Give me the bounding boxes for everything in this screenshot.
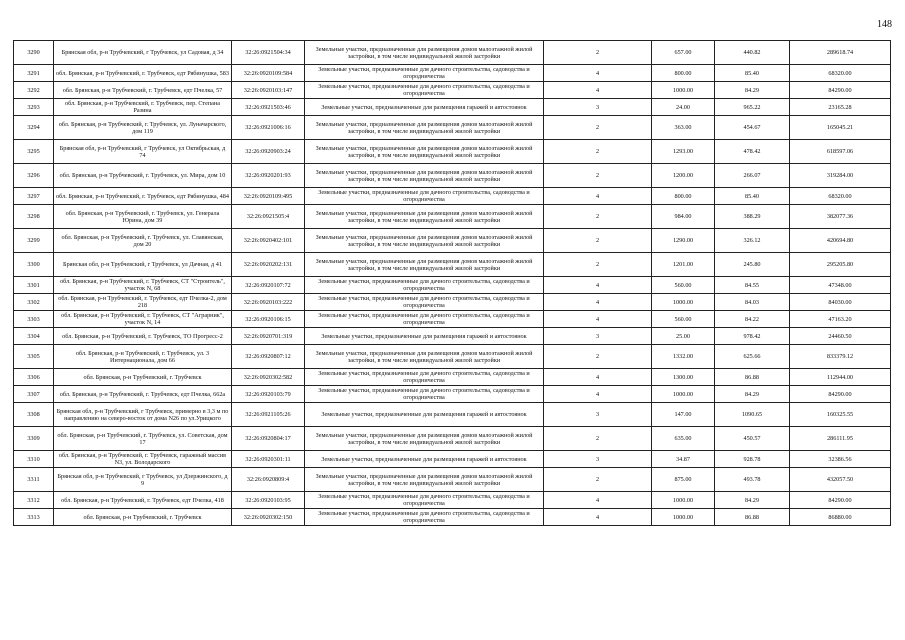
area-cell: 1000.00: [652, 509, 715, 526]
address-cell: обл. Брянская, р-н Трубчевский, г. Трубчевск, СТ "Строитель", участок N, 68: [54, 277, 232, 294]
table-row: [14, 345, 891, 369]
table-row: [14, 403, 891, 427]
land-use-cell: Земельные участки, предназначенные для размещения домов малоэтажной жилой застройки, в том числе индивидуальной жилой застройки: [305, 229, 544, 253]
area-cell: 1200.00: [652, 164, 715, 188]
address-cell: обл. Брянская, р-н Трубчевский, г. Трубчевск, ул. Мира, дом 10: [54, 164, 232, 188]
address-cell: обл. Брянская, р-н Трубчевский, г. Трубчевск, гаражный массив N3, ул. Володарского: [54, 451, 232, 468]
specific-value-cell: 86.88: [715, 509, 790, 526]
group-cell: 4: [544, 311, 652, 328]
table-row: [14, 294, 891, 311]
cadastral-value-cell: 68320.00: [790, 188, 891, 205]
area-cell: 1290.00: [652, 229, 715, 253]
cadastral-value-cell: 319284.00: [790, 164, 891, 188]
table-row: [14, 41, 891, 65]
specific-value-cell: 928.78: [715, 451, 790, 468]
land-use-cell: Земельные участки, предназначенные для дачного строительства, садоводства и огородничества: [305, 294, 544, 311]
row-number: 3294: [14, 116, 54, 140]
row-number: 3292: [14, 82, 54, 99]
area-cell: 800.00: [652, 188, 715, 205]
address-cell: обл. Брянская, р-н Трубчевский, г. Трубчевск, ул. Генерала Юрина, дом 39: [54, 205, 232, 229]
area-cell: 25.00: [652, 328, 715, 345]
table-row: [14, 164, 891, 188]
row-number: 3313: [14, 509, 54, 526]
cadastral-number-cell: 32:26:0921505:4: [232, 205, 305, 229]
cadastral-number-cell: 32:26:0920302:582: [232, 369, 305, 386]
table-row: [14, 386, 891, 403]
land-use-cell: Земельные участки, предназначенные для размещения домов малоэтажной жилой застройки, в том числе индивидуальной жилой застройки: [305, 427, 544, 451]
row-number: 3309: [14, 427, 54, 451]
table-row: [14, 116, 891, 140]
table-row: [14, 468, 891, 492]
group-cell: 4: [544, 492, 652, 509]
land-use-cell: Земельные участки, предназначенные для дачного строительства, садоводства и огородничества: [305, 369, 544, 386]
cadastral-value-cell: 47163.20: [790, 311, 891, 328]
area-cell: 657.00: [652, 41, 715, 65]
area-cell: 1300.00: [652, 369, 715, 386]
table-row: [14, 369, 891, 386]
cadastral-value-cell: 382077.36: [790, 205, 891, 229]
table-row: [14, 188, 891, 205]
row-number: 3298: [14, 205, 54, 229]
land-use-cell: Земельные участки, предназначенные для размещения домов малоэтажной жилой застройки, в том числе индивидуальной жилой застройки: [305, 345, 544, 369]
table-row: [14, 427, 891, 451]
land-use-cell: Земельные участки, предназначенные для размещения домов малоэтажной жилой застройки, в том числе индивидуальной жилой застройки: [305, 468, 544, 492]
cadastral-number-cell: 32:26:0920201:93: [232, 164, 305, 188]
area-cell: 984.00: [652, 205, 715, 229]
table-row: [14, 140, 891, 164]
cadastral-number-cell: 32:26:0920106:15: [232, 311, 305, 328]
address-cell: Брянская обл, р-н Трубчевский, г Трубчевск, примерно в 3,3 м по направлению на северо-восток от дома N26 по ул.Урицкого: [54, 403, 232, 427]
cadastral-value-cell: 47348.00: [790, 277, 891, 294]
cadastral-number-cell: 32:26:0920103:222: [232, 294, 305, 311]
cadastral-value-cell: 23165.28: [790, 99, 891, 116]
land-use-cell: Земельные участки, предназначенные для дачного строительства, садоводства и огородничества: [305, 492, 544, 509]
cadastral-value-cell: 289618.74: [790, 41, 891, 65]
cadastral-number-cell: 32:26:0920809:4: [232, 468, 305, 492]
specific-value-cell: 266.07: [715, 164, 790, 188]
group-cell: 4: [544, 188, 652, 205]
area-cell: 635.00: [652, 427, 715, 451]
table-row: [14, 229, 891, 253]
land-use-cell: Земельные участки, предназначенные для дачного строительства, садоводства и огородничества: [305, 277, 544, 294]
cadastral-number-cell: 32:26:0920402:101: [232, 229, 305, 253]
table-row: [14, 509, 891, 526]
land-use-cell: Земельные участки, предназначенные для дачного строительства, садоводства и огородничества: [305, 386, 544, 403]
table-row: [14, 65, 891, 82]
row-number: 3299: [14, 229, 54, 253]
group-cell: 3: [544, 328, 652, 345]
specific-value-cell: 84.29: [715, 492, 790, 509]
address-cell: обл. Брянская, р-н Трубчевский, г. Трубчевск, едт Пчелка, 418: [54, 492, 232, 509]
address-cell: обл. Брянская, р-н Трубчевский, г. Трубчевск: [54, 509, 232, 526]
cadastral-value-cell: 24460.50: [790, 328, 891, 345]
specific-value-cell: 965.22: [715, 99, 790, 116]
cadastral-value-cell: 295205.80: [790, 253, 891, 277]
cadastral-value-cell: 286111.95: [790, 427, 891, 451]
group-cell: 2: [544, 140, 652, 164]
address-cell: Брянская обл, р-н Трубчевский, г Трубчевск, ул Дзержинского, д 9: [54, 468, 232, 492]
specific-value-cell: 454.67: [715, 116, 790, 140]
group-cell: 3: [544, 451, 652, 468]
cadastral-value-table: [13, 40, 891, 526]
specific-value-cell: 85.40: [715, 65, 790, 82]
group-cell: 4: [544, 386, 652, 403]
land-use-cell: Земельные участки, предназначенные для размещения домов малоэтажной жилой застройки, в том числе индивидуальной жилой застройки: [305, 253, 544, 277]
specific-value-cell: 493.78: [715, 468, 790, 492]
cadastral-number-cell: 32:26:0920302:150: [232, 509, 305, 526]
cadastral-value-cell: 84290.00: [790, 492, 891, 509]
row-number: 3296: [14, 164, 54, 188]
group-cell: 2: [544, 427, 652, 451]
address-cell: обл. Брянская, р-н Трубчевский, г. Трубчевск, ул. Луначарского, дом 119: [54, 116, 232, 140]
area-cell: 147.00: [652, 403, 715, 427]
group-cell: 4: [544, 65, 652, 82]
address-cell: обл. Брянская, р-н Трубчевский, г. Трубчевск, едт Пчелка, 57: [54, 82, 232, 99]
specific-value-cell: 86.88: [715, 369, 790, 386]
group-cell: 2: [544, 253, 652, 277]
address-cell: обл. Брянская, р-н Трубчевский, г. Трубчевск, едт Рябинушка, 583: [54, 65, 232, 82]
specific-value-cell: 978.42: [715, 328, 790, 345]
specific-value-cell: 84.55: [715, 277, 790, 294]
cadastral-value-cell: 84290.00: [790, 386, 891, 403]
cadastral-value-cell: 618597.06: [790, 140, 891, 164]
cadastral-number-cell: 32:26:0921504:34: [232, 41, 305, 65]
cadastral-number-cell: 32:26:0920202:131: [232, 253, 305, 277]
area-cell: 363.00: [652, 116, 715, 140]
area-cell: 1332.00: [652, 345, 715, 369]
specific-value-cell: 84.29: [715, 82, 790, 99]
area-cell: 875.00: [652, 468, 715, 492]
cadastral-value-cell: 32386.56: [790, 451, 891, 468]
group-cell: 2: [544, 41, 652, 65]
group-cell: 4: [544, 509, 652, 526]
address-cell: обл. Брянская, р-н Трубчевский, г. Трубчевск, ул. Советская, дом 17: [54, 427, 232, 451]
address-cell: обл. Брянская, р-н Трубчевский, г. Трубчевск, ул. Славянская, дом 20: [54, 229, 232, 253]
specific-value-cell: 85.40: [715, 188, 790, 205]
cadastral-value-cell: 833379.12: [790, 345, 891, 369]
row-number: 3307: [14, 386, 54, 403]
cadastral-number-cell: 32:26:0920301:11: [232, 451, 305, 468]
specific-value-cell: 1090.65: [715, 403, 790, 427]
cadastral-number-cell: 32:26:0920109:584: [232, 65, 305, 82]
row-number: 3305: [14, 345, 54, 369]
table-row: [14, 253, 891, 277]
group-cell: 4: [544, 369, 652, 386]
group-cell: 2: [544, 205, 652, 229]
cadastral-number-cell: 32:26:0920103:147: [232, 82, 305, 99]
cadastral-number-cell: 32:26:0920107:72: [232, 277, 305, 294]
group-cell: 2: [544, 164, 652, 188]
land-use-cell: Земельные участки, предназначенные для размещения домов малоэтажной жилой застройки, в том числе индивидуальной жилой застройки: [305, 164, 544, 188]
land-use-cell: Земельные участки, предназначенные для размещения гаражей и автостоянок: [305, 99, 544, 116]
area-cell: 1293.00: [652, 140, 715, 164]
area-cell: 560.00: [652, 277, 715, 294]
row-number: 3291: [14, 65, 54, 82]
page-number: 148: [877, 19, 892, 30]
group-cell: 2: [544, 116, 652, 140]
group-cell: 2: [544, 468, 652, 492]
group-cell: 2: [544, 229, 652, 253]
land-use-cell: Земельные участки, предназначенные для дачного строительства, садоводства и огородничества: [305, 65, 544, 82]
specific-value-cell: 625.66: [715, 345, 790, 369]
row-number: 3301: [14, 277, 54, 294]
row-number: 3312: [14, 492, 54, 509]
area-cell: 1000.00: [652, 386, 715, 403]
row-number: 3302: [14, 294, 54, 311]
specific-value-cell: 450.57: [715, 427, 790, 451]
cadastral-value-cell: 84030.00: [790, 294, 891, 311]
cadastral-number-cell: 32:26:0920804:17: [232, 427, 305, 451]
row-number: 3308: [14, 403, 54, 427]
row-number: 3306: [14, 369, 54, 386]
table-row: [14, 277, 891, 294]
cadastral-value-cell: 165045.21: [790, 116, 891, 140]
land-use-cell: Земельные участки, предназначенные для размещения домов малоэтажной жилой застройки, в том числе индивидуальной жилой застройки: [305, 140, 544, 164]
area-cell: 1000.00: [652, 294, 715, 311]
land-use-cell: Земельные участки, предназначенные для размещения домов малоэтажной жилой застройки, в том числе индивидуальной жилой застройки: [305, 116, 544, 140]
group-cell: 2: [544, 345, 652, 369]
table-row: [14, 451, 891, 468]
area-cell: 1201.00: [652, 253, 715, 277]
address-cell: Брянская обл, р-н Трубчевский, г Трубчевск, ул Дачная, д 41: [54, 253, 232, 277]
row-number: 3295: [14, 140, 54, 164]
row-number: 3311: [14, 468, 54, 492]
cadastral-number-cell: 32:26:0921105:26: [232, 403, 305, 427]
cadastral-value-cell: 420694.80: [790, 229, 891, 253]
address-cell: обл. Брянская, р-н Трубчевский, г. Трубчевск, СТ "Аграрник", участок N, 14: [54, 311, 232, 328]
address-cell: обл. Брянская, р-н Трубчевский, г. Трубчевск, ТО Прогресс-2: [54, 328, 232, 345]
address-cell: обл. Брянская, р-н Трубчевский, г. Трубчевск, едт Пчелка-2, дом 218: [54, 294, 232, 311]
table-row: [14, 82, 891, 99]
specific-value-cell: 84.29: [715, 386, 790, 403]
specific-value-cell: 388.29: [715, 205, 790, 229]
specific-value-cell: 478.42: [715, 140, 790, 164]
row-number: 3310: [14, 451, 54, 468]
land-use-cell: Земельные участки, предназначенные для размещения гаражей и автостоянок: [305, 451, 544, 468]
group-cell: 4: [544, 82, 652, 99]
address-cell: Брянская обл, р-н Трубчевский, г Трубчевск, ул Октябрьская, д 74: [54, 140, 232, 164]
area-cell: 1000.00: [652, 82, 715, 99]
address-cell: обл. Брянская, р-н Трубчевский, г. Трубчевск, едт Пчелка, 662а: [54, 386, 232, 403]
row-number: 3293: [14, 99, 54, 116]
address-cell: обл. Брянская, р-н Трубчевский, г. Трубчевск, ул. 3 Интернационала, дом 66: [54, 345, 232, 369]
row-number: 3297: [14, 188, 54, 205]
group-cell: 3: [544, 99, 652, 116]
table-row: [14, 99, 891, 116]
specific-value-cell: 245.80: [715, 253, 790, 277]
land-use-cell: Земельные участки, предназначенные для размещения гаражей и автостоянок: [305, 403, 544, 427]
table-row: [14, 311, 891, 328]
specific-value-cell: 326.12: [715, 229, 790, 253]
address-cell: обл. Брянская, р-н Трубчевский, г. Трубчевск: [54, 369, 232, 386]
cadastral-value-cell: 84290.00: [790, 82, 891, 99]
land-use-cell: Земельные участки, предназначенные для дачного строительства, садоводства и огородничества: [305, 509, 544, 526]
table-row: [14, 492, 891, 509]
cadastral-number-cell: 32:26:0920701:319: [232, 328, 305, 345]
address-cell: обл. Брянская, р-н Трубчевский, г. Трубчевск, пер. Степана Разина: [54, 99, 232, 116]
area-cell: 24.00: [652, 99, 715, 116]
cadastral-value-cell: 112944.00: [790, 369, 891, 386]
area-cell: 800.00: [652, 65, 715, 82]
cadastral-number-cell: 32:26:0920103:95: [232, 492, 305, 509]
area-cell: 1000.00: [652, 492, 715, 509]
row-number: 3303: [14, 311, 54, 328]
land-use-cell: Земельные участки, предназначенные для размещения домов малоэтажной жилой застройки, в том числе индивидуальной жилой застройки: [305, 41, 544, 65]
cadastral-number-cell: 32:26:0920103:79: [232, 386, 305, 403]
land-use-cell: Земельные участки, предназначенные для размещения гаражей и автостоянок: [305, 328, 544, 345]
cadastral-number-cell: 32:26:0921503:46: [232, 99, 305, 116]
specific-value-cell: 84.03: [715, 294, 790, 311]
cadastral-value-cell: 86880.00: [790, 509, 891, 526]
cadastral-value-cell: 68320.00: [790, 65, 891, 82]
land-use-cell: Земельные участки, предназначенные для дачного строительства, садоводства и огородничества: [305, 82, 544, 99]
address-cell: обл. Брянская, р-н Трубчевский, г. Трубчевск, едт Рябинушка, 484: [54, 188, 232, 205]
cadastral-value-cell: 432057.50: [790, 468, 891, 492]
table-row: [14, 328, 891, 345]
cadastral-number-cell: 32:26:0920903:24: [232, 140, 305, 164]
group-cell: 4: [544, 294, 652, 311]
land-use-cell: Земельные участки, предназначенные для дачного строительства, садоводства и огородничества: [305, 311, 544, 328]
group-cell: 4: [544, 277, 652, 294]
cadastral-number-cell: 32:26:0920807:12: [232, 345, 305, 369]
address-cell: Брянская обл, р-н Трубчевский, г Трубчевск, ул Садовая, д 34: [54, 41, 232, 65]
table-row: [14, 205, 891, 229]
cadastral-number-cell: 32:26:0920109:495: [232, 188, 305, 205]
land-use-cell: Земельные участки, предназначенные для размещения домов малоэтажной жилой застройки, в том числе индивидуальной жилой застройки: [305, 205, 544, 229]
cadastral-value-cell: 160325.55: [790, 403, 891, 427]
specific-value-cell: 440.82: [715, 41, 790, 65]
land-use-cell: Земельные участки, предназначенные для дачного строительства, садоводства и огородничества: [305, 188, 544, 205]
row-number: 3290: [14, 41, 54, 65]
area-cell: 34.87: [652, 451, 715, 468]
row-number: 3300: [14, 253, 54, 277]
specific-value-cell: 84.22: [715, 311, 790, 328]
area-cell: 560.00: [652, 311, 715, 328]
group-cell: 3: [544, 403, 652, 427]
row-number: 3304: [14, 328, 54, 345]
cadastral-number-cell: 32:26:0921006:16: [232, 116, 305, 140]
